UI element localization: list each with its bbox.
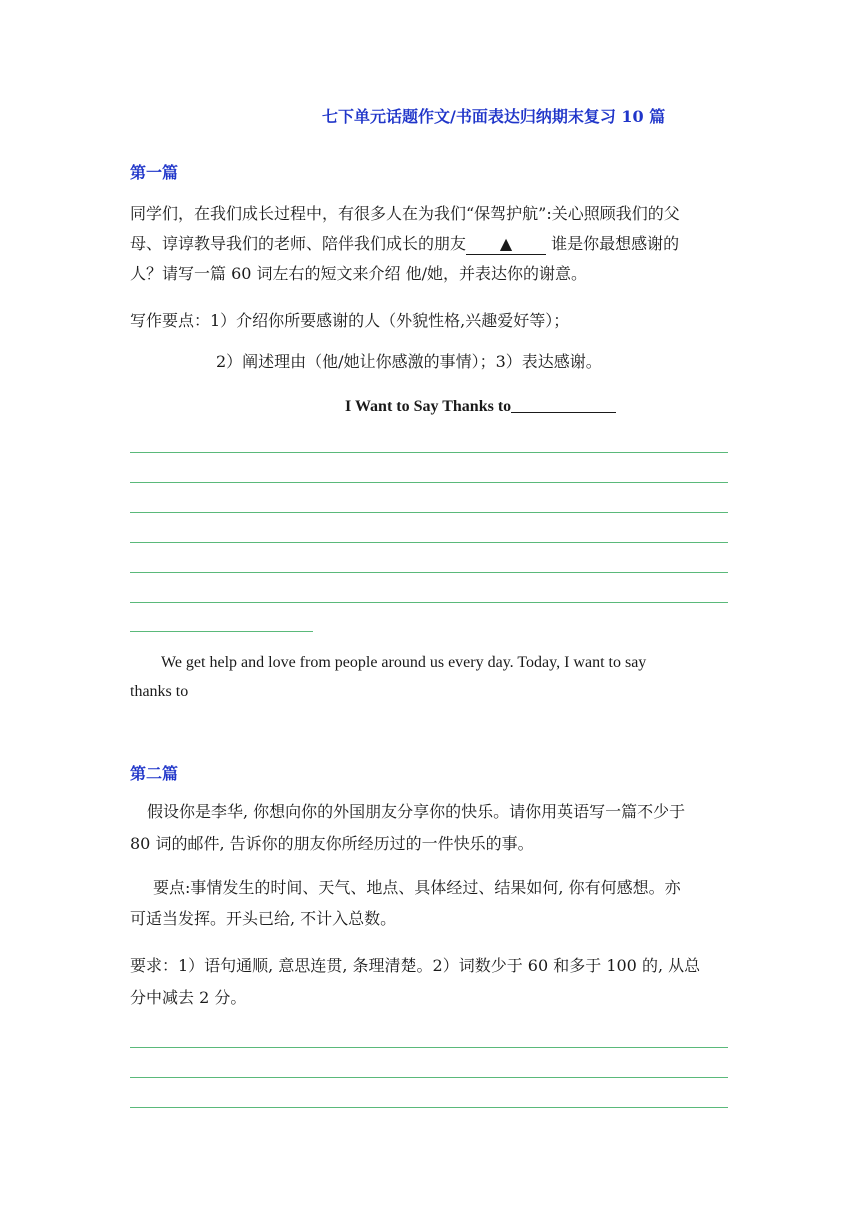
essay-starter-line-2: thanks to bbox=[130, 683, 189, 700]
intro-line-2-before: 母、谆谆教导我们的老师、陪伴我们成长的朋友 bbox=[130, 234, 467, 253]
writing-line bbox=[130, 1047, 728, 1048]
writing-line bbox=[130, 572, 728, 573]
section-1-points-line-1: 写作要点：1）介绍你所要感谢的人（外貌性格,兴趣爱好等）； bbox=[130, 311, 570, 330]
essay-title-blank bbox=[511, 396, 616, 413]
writing-line bbox=[130, 482, 728, 483]
section-2-intro-line-2: 80 词的邮件, 告诉你的朋友你所经历过的一件快乐的事。 bbox=[130, 834, 534, 853]
section-2-requirements-line-1: 要求：1）语句通顺, 意思连贯, 条理清楚。2）词数少于 60 和多于 100 的, 从总 bbox=[130, 956, 701, 975]
section-2-intro-line-1: 假设你是李华, 你想向你的外国朋友分享你的快乐。请你用英语写一篇不少于 bbox=[147, 802, 686, 821]
writing-line bbox=[130, 1107, 728, 1108]
section-2-points-line-2: 可适当发挥。开头已给, 不计入总数。 bbox=[130, 909, 397, 928]
section-1-intro-line-1: 同学们，在我们成长过程中，有很多人在为我们“保驾护航”:关心照顾我们的父 bbox=[130, 204, 680, 223]
page-title: 七下单元话题作文/书面表达归纳期末复习 10 篇 bbox=[322, 107, 666, 126]
section-1-intro-line-3: 人？请写一篇 60 词左右的短文来介绍 他/她，并表达你的谢意。 bbox=[130, 264, 588, 283]
essay-title bbox=[345, 396, 616, 416]
intro-line-2-after: 谁是你最想感谢的 bbox=[546, 234, 680, 253]
writing-line bbox=[130, 512, 728, 513]
section-2-points-line-1: 要点:事情发生的时间、天气、地点、具体经过、结果如何, 你有何感想。亦 bbox=[153, 878, 681, 897]
answer-blank: ▲ bbox=[466, 234, 546, 255]
section-2-requirements-line-2: 分中减去 2 分。 bbox=[130, 988, 247, 1007]
essay-title-text: I Want to Say Thanks to bbox=[345, 398, 512, 415]
writing-line bbox=[130, 542, 728, 543]
section-1-points-line-2: 2）阐述理由（他/她让你感激的事情）；3）表达感谢。 bbox=[216, 352, 602, 371]
writing-line bbox=[130, 452, 728, 453]
writing-line bbox=[130, 1077, 728, 1078]
writing-line-short bbox=[130, 631, 313, 632]
section-1-intro-line-2 bbox=[130, 229, 679, 259]
section-1-heading: 第一篇 bbox=[130, 163, 179, 182]
essay-starter-line-1: We get help and love from people around us every day. Today, I want to say bbox=[161, 654, 647, 671]
section-2-heading: 第二篇 bbox=[130, 764, 179, 783]
writing-line bbox=[130, 602, 728, 603]
